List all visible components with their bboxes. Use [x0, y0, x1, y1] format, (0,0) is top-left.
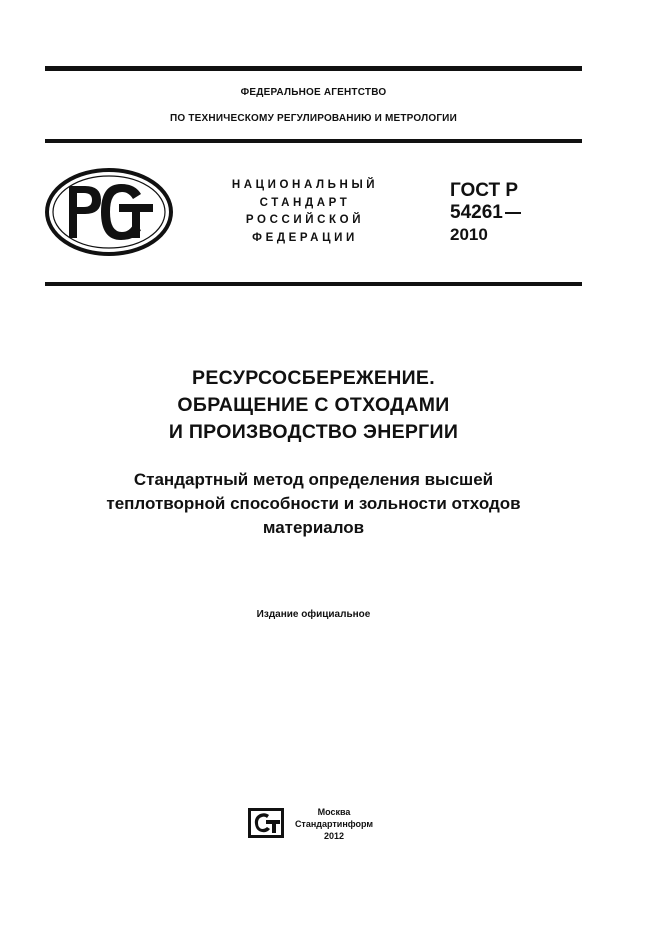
- subtitle-line-2: теплотворной способности и зольности отходов: [106, 494, 521, 513]
- edition-label: Издание официальное: [256, 609, 371, 620]
- agency-line-1: ФЕДЕРАЛЬНОЕ АГЕНТСТВО: [240, 87, 387, 98]
- title-line-2: ОБРАЩЕНИЕ С ОТХОДАМИ: [177, 394, 450, 416]
- rst-certification-mark-icon: [45, 168, 173, 256]
- national-line-1: НАЦИОНАЛЬНЫЙ: [231, 179, 379, 191]
- national-line-4: ФЕДЕРАЦИИ: [252, 231, 358, 244]
- agency-line-2: ПО ТЕХНИЧЕСКОМУ РЕГУЛИРОВАНИЮ И МЕТРОЛОГИИ: [170, 113, 457, 124]
- document-subtitle: [45, 468, 582, 540]
- publisher-name: Стандартинформ: [294, 819, 374, 829]
- national-line-3: РОССИЙСКОЙ: [245, 214, 365, 226]
- document-title: [45, 365, 582, 446]
- standard-block-rule: [45, 282, 582, 286]
- subtitle-line-1: Стандартный метод определения высшей: [133, 470, 494, 489]
- publisher-year: 2012: [323, 831, 345, 841]
- gost-dash: [505, 212, 521, 214]
- national-standard-label: [200, 177, 410, 247]
- publisher-info: [292, 806, 376, 842]
- national-line-2: СТАНДАРТ: [259, 196, 351, 209]
- title-line-1: РЕСУРСОСБЕРЕЖЕНИЕ.: [192, 367, 435, 389]
- gost-number: 54261: [450, 202, 503, 223]
- gost-designation: [450, 180, 521, 246]
- top-rule: [45, 66, 582, 71]
- title-line-3: И ПРОИЗВОДСТВО ЭНЕРГИИ: [168, 421, 459, 443]
- header-rule: [45, 139, 582, 143]
- gost-prefix: ГОСТ Р: [450, 180, 519, 201]
- subtitle-line-3: материалов: [262, 518, 365, 537]
- gost-year: 2010: [450, 225, 488, 244]
- publisher-city: Москва: [317, 807, 351, 817]
- standartinform-logo-icon: [246, 806, 286, 840]
